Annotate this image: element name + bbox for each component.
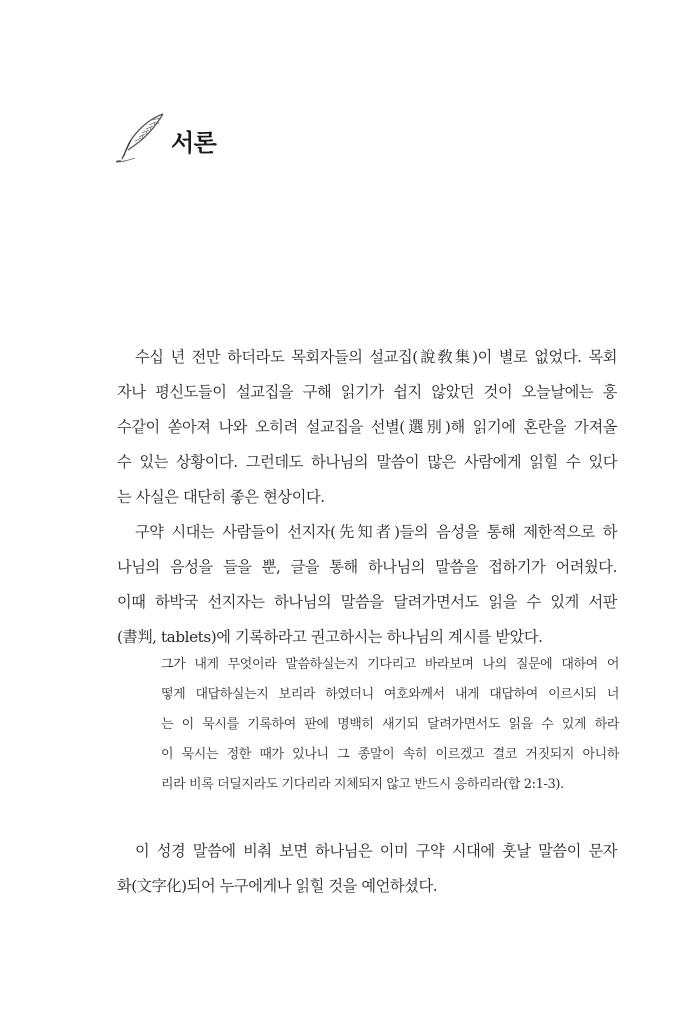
chapter-header: [113, 108, 216, 168]
closing-paragraph: [117, 834, 617, 904]
paragraph-1: [117, 340, 617, 515]
body-text: [117, 340, 617, 655]
text-line: 구약 시대는 사람들이 선지자(先知者)들의 음성을 통해 제한적으로 하: [135, 523, 617, 541]
text-line: 나님의 음성을 들을 뿐, 글을 통해 하나님의 말씀을 접하기가 어려웠다.: [117, 558, 617, 576]
quote-line: 떻게 대답하실는지 보리라 하였더니 여호와께서 내게 대답하여 이르시되 너: [161, 687, 619, 702]
text-line: 화(文字化)되어 누구에게나 읽힐 것을 예언하셨다.: [117, 877, 438, 895]
text-line: 수같이 쏟아져 나와 오히려 설교집을 선별(選別)해 읽기에 혼란을 가져올: [117, 418, 617, 436]
text-line: 수십 년 전만 하더라도 목회자들의 설교집(說敎集)이 별로 없었다. 목회: [135, 348, 617, 366]
quote-line: 는 이 묵시를 기록하여 판에 명백히 새기되 달려가면서도 읽을 수 있게 하라: [161, 717, 619, 732]
text-line: (書判, tablets)에 기록하라고 권고하시는 하나님의 계시를 받았다.: [117, 628, 543, 646]
text-line: 이때 하박국 선지자는 하나님의 말씀을 달려가면서도 읽을 수 있게 서판: [117, 593, 617, 611]
text-line: 이 성경 말씀에 비춰 보면 하나님은 이미 구약 시대에 훗날 말씀이 문자: [135, 842, 617, 860]
chapter-title: 서론: [171, 128, 217, 157]
quill-pen-icon: [113, 110, 169, 166]
text-line: 자나 평신도들이 설교집을 구해 읽기가 쉽지 않았던 것이 오늘날에는 홍: [117, 383, 617, 401]
paragraph-3: [117, 834, 617, 904]
paragraph-2: [117, 515, 617, 655]
text-line: 수 있는 상황이다. 그런데도 하나님의 말씀이 많은 사람에게 읽힐 수 있다: [117, 453, 617, 471]
quote-line: 이 묵시는 정한 때가 있나니 그 종말이 속히 이르겠고 결코 거짓되지 아니하: [161, 747, 619, 762]
quote-line: 리라 비록 더딜지라도 기다리라 지체되지 않고 반드시 응하리라(합 2:1-3).: [161, 777, 564, 792]
scripture-quote: [161, 650, 619, 800]
quote-line: 그가 내게 무엇이라 말씀하실는지 기다리고 바라보며 나의 질문에 대하여 어: [161, 657, 619, 672]
text-line: 는 사실은 대단히 좋은 현상이다.: [117, 488, 325, 506]
